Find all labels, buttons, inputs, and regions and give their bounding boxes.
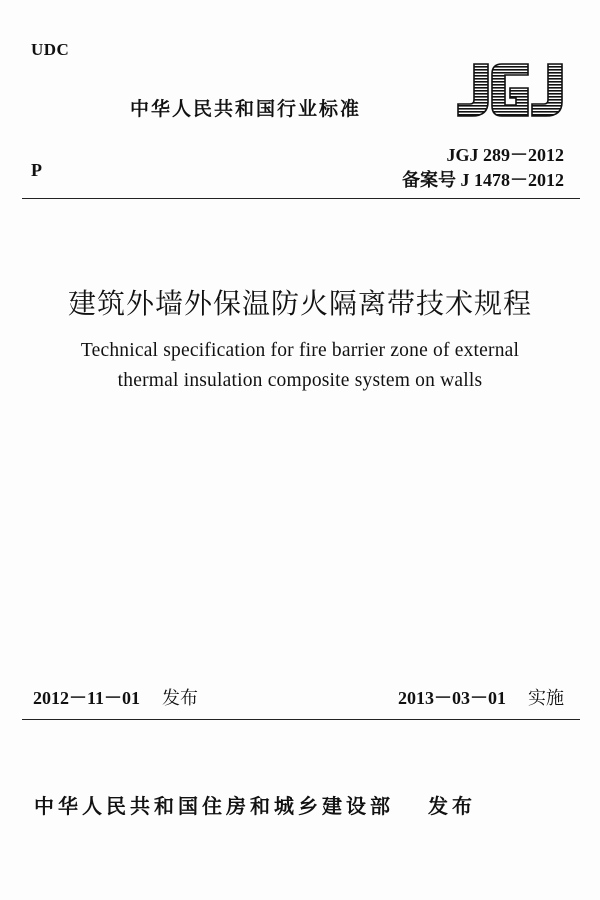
udc-code: UDC [31,40,70,59]
standard-type: 中华人民共和国行业标准 [130,98,362,120]
jgj-logo [452,60,570,120]
bottom-divider [22,719,580,720]
implement-date: 2013－03－01 [398,688,506,708]
publisher-name: 中华人民共和国住房和城乡建设部 [34,794,394,818]
title-english-line-2: thermal insulation composite system on walls [117,370,483,391]
category-code: P [31,160,42,180]
title-chinese: 建筑外墙外保温防火隔离带技术规程 [67,287,532,320]
standard-number: JGJ 289－2012 [446,145,564,165]
publisher-action: 发布 [428,794,476,818]
issue-date-block [33,684,198,710]
record-number: 备案号 J 1478－2012 [402,170,564,190]
issue-label: 发布 [162,688,199,709]
publisher-line [34,790,476,819]
implement-date-block [398,684,564,710]
title-english-line-1: Technical specification for fire barrier zone of external [80,340,520,361]
top-divider [22,198,580,199]
jgj-logo-graphic [452,60,570,120]
issue-date: 2012－11－01 [33,688,141,708]
implement-label: 实施 [528,688,564,709]
